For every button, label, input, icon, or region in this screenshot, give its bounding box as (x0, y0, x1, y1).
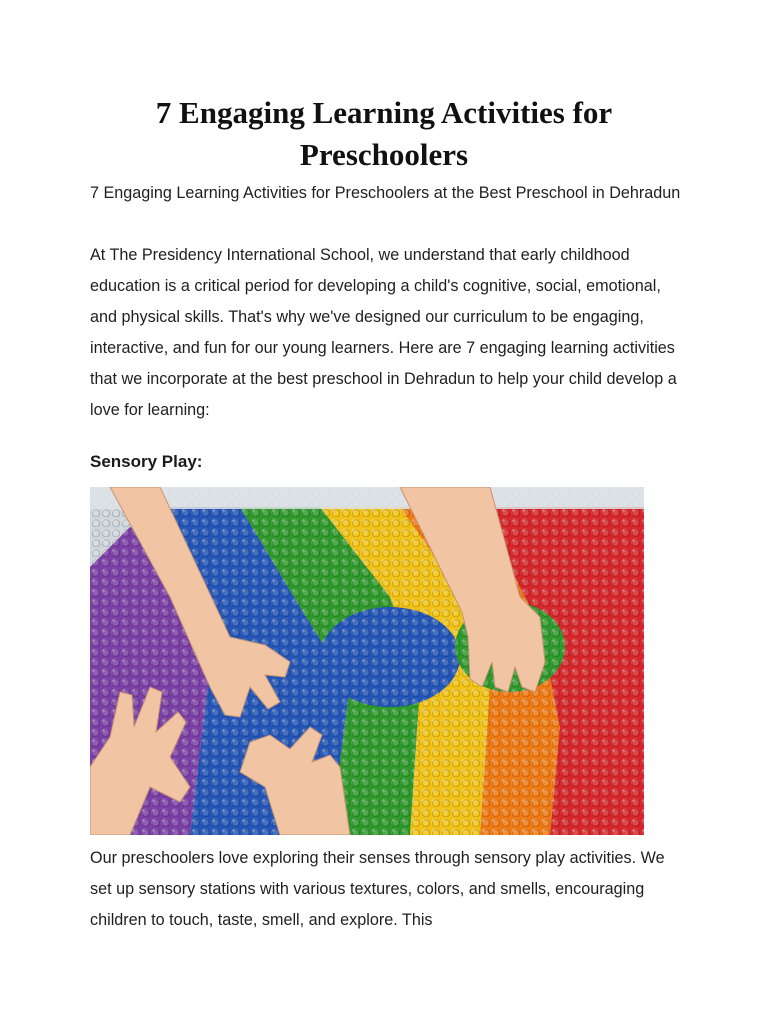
section-body-paragraph: Our preschoolers love exploring their senses through sensory play activities. We set up sensory stations with various textures, colors, and smells, encouraging children to touch, taste, smell, and explore. This (90, 849, 665, 929)
sensory-play-photo (90, 487, 644, 835)
rainbow-beads-illustration (90, 487, 644, 835)
subtitle-paragraph: 7 Engaging Learning Activities for Preschoolers at the Best Preschool in Dehradun (90, 184, 681, 202)
section-heading-sensory-play: Sensory Play: (90, 452, 203, 471)
intro-paragraph: At The Presidency International School, we understand that early childhood education is a critical period for developing a child's cognitive, social, emotional, and physical skills. That's why we've designed our curriculum to be engaging, interactive, and fun for our young learners. Here are 7 engaging learning activities that we incorporate at the best preschool in Dehradun to help your child develop a love for learning: (90, 246, 677, 419)
page-title: 7 Engaging Learning Activities for Preschoolers (155, 95, 613, 172)
